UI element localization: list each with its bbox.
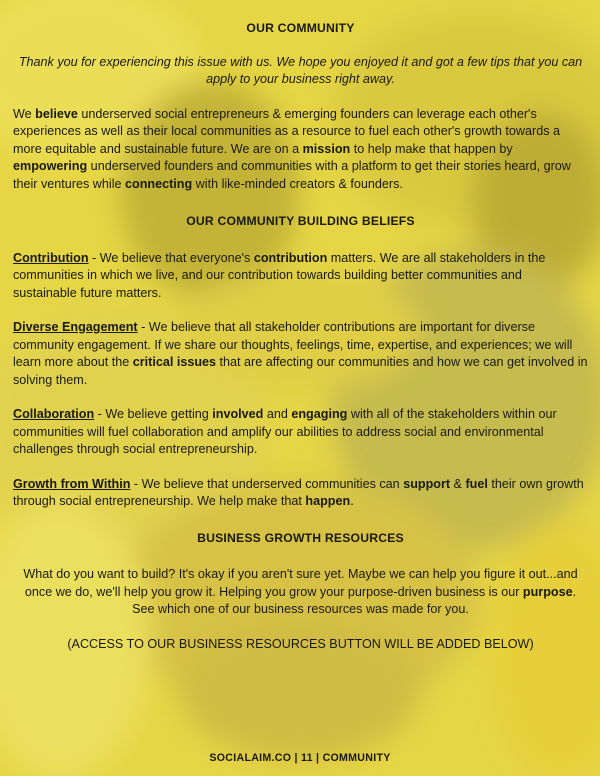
belief-growth-from-within: Growth from Within - We believe that underserved communities can support & fuel their own growth through social entrepreneurship. We help make that happen. — [13, 476, 584, 508]
resources-heading: BUSINESS GROWTH RESOURCES — [197, 530, 404, 545]
resources-paragraph: What do you want to build? It's okay if you aren't sure yet. Maybe we can help you figure it out...and once we do, we'll help you grow it. Helping you grow your purpose-driven business is our purpose. See which one of our business resources was made for you. — [23, 567, 578, 616]
belief-diverse-engagement: Diverse Engagement - We believe that all stakeholder contributions are important for diverse community engagement. If we share our thoughts, feelings, time, expertise, and experiences; we will learn more about the critical issues that are affecting our communities and how we can get involved in solving them. — [13, 320, 588, 387]
beliefs-heading: OUR COMMUNITY BUILDING BELIEFS — [186, 214, 415, 228]
belief-contribution: Contribution - We believe that everyone's contribution matters. We are all stakeholders in the communities in which we live, and our contribution towards building better communities and sustainable future matters. — [13, 250, 546, 300]
access-note: (ACCESS TO OUR BUSINESS RESOURCES BUTTON WILL BE ADDED BELOW) — [67, 636, 534, 651]
belief-collaboration: Collaboration - We believe getting involved and engaging with all of the stakeholders within our communities will fuel collaboration and amplify our abilities to address social and environmental challenges through social entrepreneurship. — [13, 407, 557, 456]
page-content — [13, 0, 588, 653]
intro-paragraph: Thank you for experiencing this issue with us. We hope you enjoyed it and got a few tips that you can apply to your business right away. — [18, 54, 583, 86]
mission-paragraph: We believe underserved social entrepreneurs & emerging founders can leverage each other's experiences as well as their local communities as a resource to fuel each other's growth towards a more equitable and sustainable future. We are on a mission to help make that happen by empowering underserved founders and communities with a platform to get their stories heard, grow their ventures while connecting with like-minded creators & founders. — [13, 106, 571, 191]
page-title: OUR COMMUNITY — [246, 21, 355, 35]
page-footer: SOCIALAIM.CO | 11 | COMMUNITY — [209, 752, 391, 764]
